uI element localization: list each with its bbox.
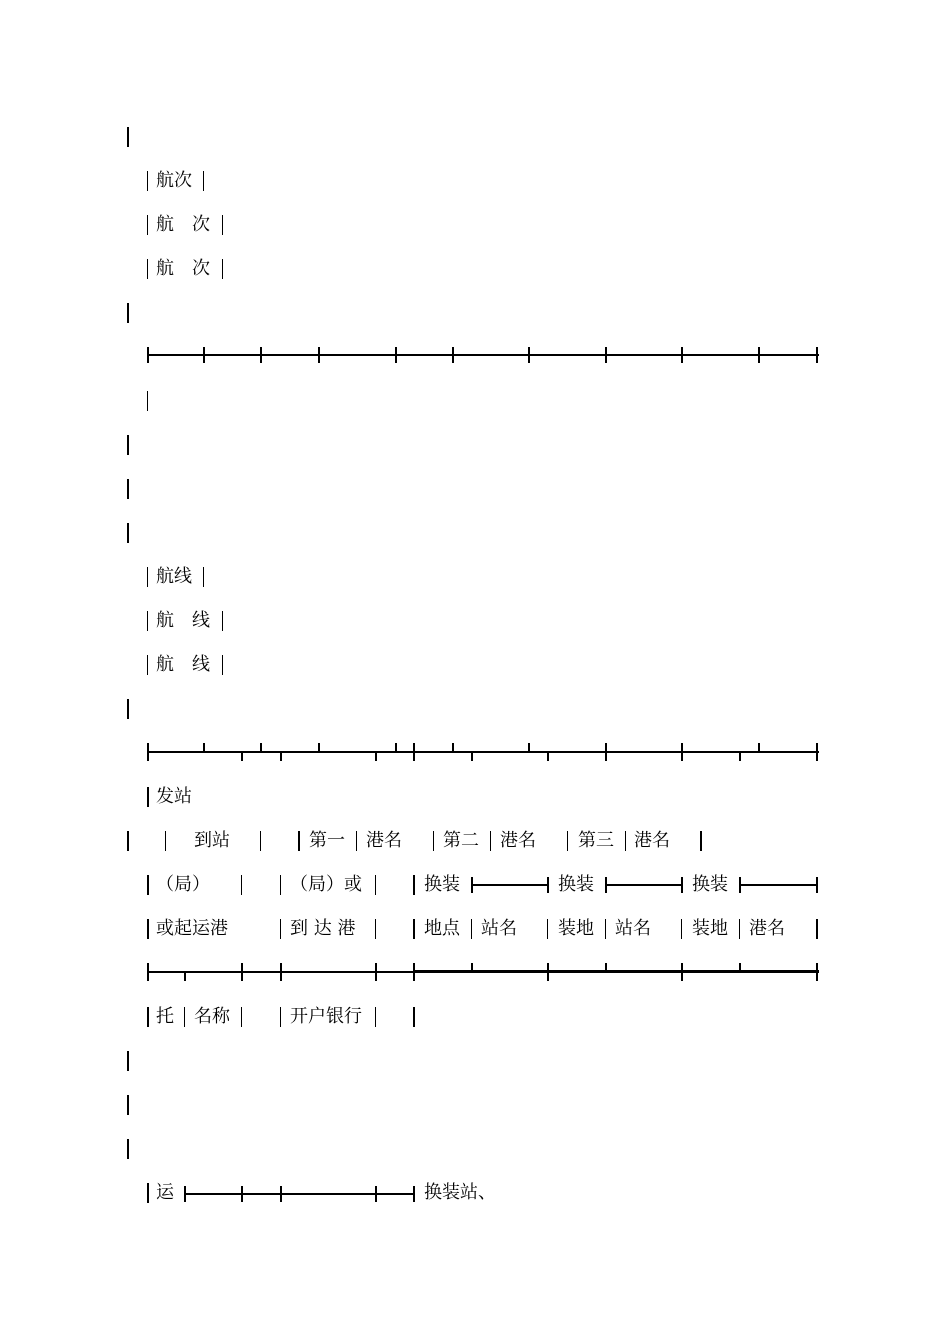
route-label: 航线 [156, 566, 192, 587]
load-place-label: 装地 [558, 918, 594, 939]
rule-tick [395, 743, 397, 752]
station-name-label: 站名 [481, 918, 517, 939]
rule-tick [605, 743, 607, 761]
margin-bar [127, 699, 129, 719]
cell-border [147, 171, 148, 191]
rule-tick [739, 963, 741, 972]
cell-border [375, 875, 376, 895]
cell-border [184, 1007, 185, 1027]
cell-border [681, 919, 682, 939]
cell-border [147, 567, 148, 587]
bank-label: 开户银行 [290, 1006, 362, 1027]
cell-border [241, 1007, 242, 1027]
station-name-label: 站名 [615, 918, 651, 939]
cell-border [147, 391, 148, 411]
cell-border [222, 215, 223, 235]
cell-border [375, 919, 376, 939]
rule-line [147, 751, 819, 753]
rule-tick [547, 751, 549, 761]
departure-station-label: 发站 [156, 786, 192, 807]
voyage-label: 航 次 [156, 214, 210, 235]
name-label: 名称 [194, 1006, 230, 1027]
rule-tick [528, 347, 530, 363]
arrival-station-label: 到站 [194, 830, 230, 851]
transport-label: 运 [156, 1182, 174, 1203]
voyage-label: 航次 [156, 170, 192, 191]
cell-border [260, 831, 261, 851]
cell-border [625, 831, 626, 851]
port-name-label: 港名 [366, 830, 402, 851]
rule-tick [280, 751, 282, 761]
cell-border [413, 919, 415, 939]
rule-tick [758, 743, 760, 752]
cell-border [471, 919, 472, 939]
load-place-label: 装地 [692, 918, 728, 939]
margin-bar [127, 523, 129, 543]
port-name-label: 港名 [634, 830, 670, 851]
cell-border [241, 875, 242, 895]
rule-tick [681, 963, 683, 981]
rule-line-bold [413, 970, 819, 973]
margin-bar [127, 1139, 129, 1159]
cell-border [681, 877, 683, 893]
rule-tick [816, 743, 818, 761]
route-label: 航 线 [156, 654, 210, 675]
rule-tick [739, 751, 741, 761]
cell-border [298, 831, 300, 851]
cell-border [605, 919, 606, 939]
cell-border [280, 1007, 281, 1027]
cell-border [356, 831, 357, 851]
cell-border [165, 831, 166, 851]
rule-tick [681, 743, 683, 761]
cell-border [816, 919, 818, 939]
cell-border [147, 611, 148, 631]
rule-tick [605, 347, 607, 363]
cell-border [490, 831, 491, 851]
cell-border [413, 875, 415, 895]
third-label: 第三 [578, 830, 614, 851]
cell-border [280, 1186, 282, 1202]
rule-line [471, 884, 549, 886]
rule-tick [241, 963, 243, 981]
rule-tick [184, 971, 186, 981]
cell-border [547, 877, 549, 893]
rule-tick [147, 347, 149, 363]
rule-line [605, 884, 683, 886]
rule-tick [375, 963, 377, 981]
port-name-label: 港名 [749, 918, 785, 939]
route-label: 航 线 [156, 610, 210, 631]
voyage-label: 航 次 [156, 258, 210, 279]
cell-border [567, 831, 568, 851]
transship-label: 换装 [424, 874, 460, 895]
bureau-label: （局） [156, 874, 210, 895]
rule-tick [413, 743, 415, 761]
rule-tick [547, 963, 549, 981]
rule-line [184, 1193, 415, 1195]
transship-label: 换装 [558, 874, 594, 895]
cell-border [413, 1186, 415, 1202]
cell-border [147, 1183, 149, 1203]
cell-border [147, 1007, 149, 1027]
rule-tick [147, 963, 149, 981]
rule-tick [758, 347, 760, 363]
rule-line [147, 354, 819, 356]
margin-bar [127, 127, 129, 147]
cell-border [203, 567, 204, 587]
cell-border [280, 919, 281, 939]
rule-tick [241, 751, 243, 761]
consignor-label: 托 [156, 1006, 174, 1027]
cell-border [203, 171, 204, 191]
cell-border [433, 831, 434, 851]
rule-tick [260, 347, 262, 363]
rule-tick [147, 743, 149, 761]
rule-tick [395, 347, 397, 363]
rule-tick [318, 743, 320, 752]
rule-tick [816, 963, 818, 981]
margin-bar [127, 479, 129, 499]
rule-tick [452, 743, 454, 752]
bureau-or-label: （局）或 [290, 874, 362, 895]
cell-border [222, 611, 223, 631]
rule-tick [528, 743, 530, 752]
cell-border [222, 655, 223, 675]
location-label: 地点 [424, 918, 460, 939]
cell-border [280, 875, 281, 895]
cell-border [700, 831, 702, 851]
rule-tick [681, 347, 683, 363]
cell-border [147, 215, 148, 235]
transship-station-label: 换装站、 [424, 1182, 496, 1203]
rule-tick [203, 743, 205, 752]
cell-border [241, 1186, 243, 1202]
cell-border [147, 655, 148, 675]
cell-border [816, 877, 818, 893]
cell-border [147, 919, 149, 939]
cell-border [739, 919, 740, 939]
rule-tick [203, 347, 205, 363]
first-label: 第一 [309, 830, 345, 851]
rule-tick [375, 751, 377, 761]
rule-tick [280, 963, 282, 981]
rule-line [739, 884, 818, 886]
port-name-label: 港名 [500, 830, 536, 851]
cell-border [147, 259, 148, 279]
rule-tick [260, 743, 262, 752]
rule-tick [318, 347, 320, 363]
margin-bar [127, 435, 129, 455]
cell-border [547, 919, 548, 939]
margin-bar [127, 1095, 129, 1115]
cell-border [413, 1007, 415, 1027]
margin-bar [127, 1051, 129, 1071]
rule-tick [471, 963, 473, 972]
rule-tick [452, 347, 454, 363]
rule-tick [605, 963, 607, 972]
rule-tick [816, 347, 818, 363]
transship-label: 换装 [692, 874, 728, 895]
cell-border [375, 1186, 377, 1202]
second-label: 第二 [443, 830, 479, 851]
rule-tick [471, 751, 473, 761]
margin-bar [127, 831, 129, 851]
cell-border [147, 875, 149, 895]
cell-border [147, 787, 149, 807]
cell-border [222, 259, 223, 279]
margin-bar [127, 303, 129, 323]
cell-border [375, 1007, 376, 1027]
origin-port-label: 或起运港 [156, 918, 228, 939]
arrival-port-label: 到 达 港 [290, 918, 356, 939]
